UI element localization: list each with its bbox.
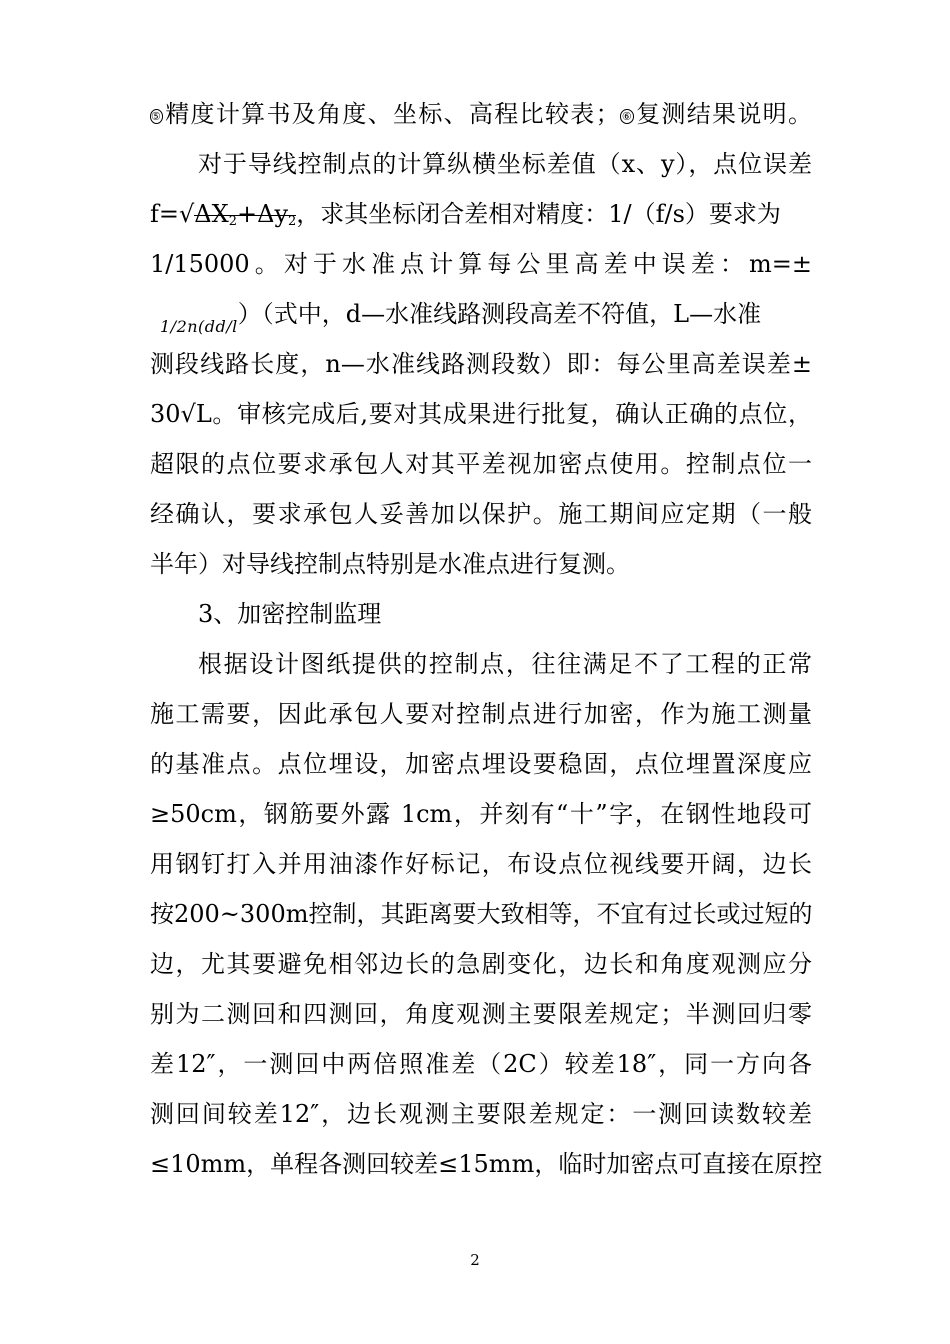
- text-line-10: 半年）对导线控制点特别是水准点进行复测。: [150, 550, 630, 578]
- text-line-12: 根据设计图纸提供的控制点，往往满足不了工程的正常: [198, 650, 812, 678]
- text-line-2: 对于导线控制点的计算纵横坐标差值（x、y），点位误差: [198, 150, 812, 178]
- text-line-7: 30√L。审核完成后,要对其成果进行批复，确认正确的点位，: [150, 400, 812, 428]
- text-line-5: $_{1/2n(dd/l}$）（式中，d—水准线路测段高差不符值，L—水准: [160, 300, 762, 336]
- section-heading: 3、加密控制监理: [198, 600, 382, 628]
- text-line-18: 边，尤其要避免相邻边长的急剧变化，边长和角度观测应分: [150, 950, 812, 978]
- text-line-9: 经确认，要求承包人妥善加以保护。施工期间应定期（一般: [150, 500, 812, 528]
- circled-number-6: ⑥: [620, 110, 634, 123]
- error-formula: 1/2n(dd/l: [160, 317, 238, 336]
- circled-number-5: ⑤: [151, 110, 163, 123]
- text-line-22: ≤10mm，单程各测回较差≤15mm，临时加密点可直接在原控: [150, 1150, 823, 1178]
- text-line-14: 的基准点。点位埋设，加密点埋设要稳固，点位埋置深度应: [150, 750, 812, 778]
- text-line-17: 按200~300m控制，其距离要大致相等，不宜有过长或过短的: [150, 900, 813, 928]
- text-line-13: 施工需要，因此承包人要对控制点进行加密，作为施工测量: [150, 700, 812, 728]
- text-line-16: 用钢钉打入并用油漆作好标记，布设点位视线要开阔，边长: [150, 850, 812, 878]
- page-number: 2: [470, 1251, 480, 1269]
- text-line-6: 测段线路长度，n—水准线路测段数）即：每公里高差误差±: [150, 350, 812, 378]
- text-line-20: 差12″，一测回中两倍照准差（2C）较差18″，同一方向各: [150, 1050, 812, 1078]
- formula-root-term: $\Delta X_2+\Delta y_2$: [194, 200, 297, 229]
- text-line-21: 测回间较差12″，边长观测主要限差规定：一测回读数较差: [150, 1100, 812, 1128]
- text-line-15: ≥50cm，钢筋要外露 1cm，并刻有“十”字，在钢性地段可: [150, 800, 812, 828]
- text-line-8: 超限的点位要求承包人对其平差视加密点使用。控制点位一: [150, 450, 812, 478]
- text-line-19: 别为二测回和四测回，角度观测主要限差规定；半测回归零: [150, 1000, 812, 1028]
- text-line-3: $f=√\Delta X_2+\Delta y_2$，求其坐标闭合差相对精度：1/（f/s）要求为: [150, 200, 781, 229]
- text-line-1: ⑤ 精度计算书及角度、坐标、高程比较表；⑥ 复测结果说明。: [151, 100, 812, 128]
- text-line-4: 1/15000。对于水准点计算每公里高差中误差：m=±: [150, 250, 812, 278]
